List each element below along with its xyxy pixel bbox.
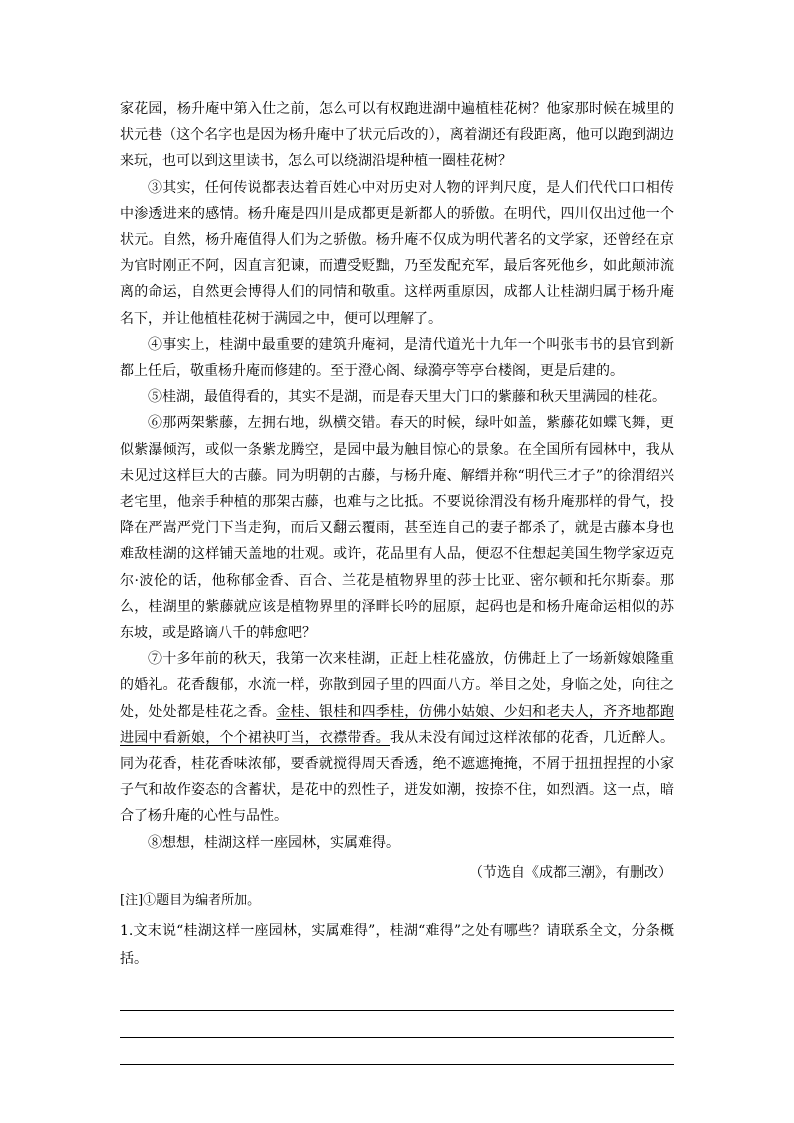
paragraph-4: ④事实上，桂湖中最重要的建筑升庵祠，是清代道光十九年一个叫张韦书的县官到新都上任后，敬重杨升庵而修建的。至于澄心阁、绿漪亭等亭台楼阁，更是后建的。 <box>120 336 674 380</box>
paragraph-5: ⑤桂湖，最值得看的，其实不是湖，而是春天里大门口的紫藤和秋天里满园的桂花。 <box>148 389 666 406</box>
paragraph-7-text-after: 我从未没有闻过这样浓郁的花香，几近醉人。同为花香，桂花香味浓郁，要香就搅得周天香透，绝不遮遮掩掩，不屑于扭扭捏捏的小家子气和故作姿态的含蓄状，是花中的烈性子，迸发如潮，按捺不住，如烈酒。这一点，暗合了杨升庵的心性与品性。 <box>120 729 674 825</box>
paragraph-3: ③其实，任何传说都表达着百姓心中对历史对人物的评判尺度，是人们代代口口相传中渗透进来的感情。杨升庵是四川是成都更是新都人的骄傲。在明代，四川仅出过他一个状元。自然，杨升庵值得人们为之骄傲。杨升庵不仅成为明代著名的文学家，还曾经在京为官时刚正不阿，因直言犯谏，而遭受贬黜，乃至发配充军，最后客死他乡，如此颠沛流离的命运，自然更会博得人们的同情和敬重。这样两重原因，成都人让桂湖归属于杨升庵名下，并让他植桂花树于满园之中，便可以理解了。 <box>120 179 674 327</box>
paragraph-8: ⑧想想，桂湖这样一座园林，实属难得。 <box>148 834 400 851</box>
paragraph-continued: 家花园，杨升庵中第入仕之前，怎么可以有权跑进湖中遍植桂花树？他家那时候在城里的状元巷（这个名字也是因为杨升庵中了状元后改的），离着湖还有段距离，他可以跑到湖边来玩，也可以到这里读书，怎么可以绕湖沿堤种植一圈桂花树？ <box>120 101 674 170</box>
editor-note: [注]①题目为编者所加。 <box>120 893 261 909</box>
answer-line[interactable] <box>120 985 674 1011</box>
paragraph-7-underlined-sentence: 金桂、银桂和四季桂，仿佛小姑娘、少妇和老夫人，齐齐地都跑进园中看新娘，个个裙袂叮当，衣襟带香。 <box>120 703 675 746</box>
source-citation: （节选自《成都三潮》，有删改） <box>469 864 672 881</box>
document-page <box>120 96 674 1066</box>
question-1: 1.文末说“桂湖这样一座园林，实属难得”，桂湖“难得”之处有哪些？请联系全文，分条概括。 <box>120 923 674 968</box>
answer-area[interactable] <box>120 985 674 1065</box>
paragraph-7 <box>120 646 674 829</box>
answer-line[interactable] <box>120 1012 674 1038</box>
paragraph-6: ⑥那两架紫藤，左拥右地，纵横交错。春天的时候，绿叶如盖，紫藤花如蝶飞舞，更似紫瀑倾泻，或似一条紫龙腾空，是园中最为触目惊心的景象。在全国所有园林中，我从未见过这样巨大的古藤。同为明朝的古藤，与杨升庵、解缙并称“明代三才子”的徐渭绍兴老宅里，他亲手种植的那架古藤，也难与之比抵。不要说徐渭没有杨升庵那样的骨气，投降在严嵩严党门下当走狗，而后又翻云覆雨，甚至连自己的妻子都杀了，就是古藤本身也难敌桂湖的这样铺天盖地的壮观。或许，花品里有人品，便忍不住想起美国生物学家迈克尔·波伦的话，他称郁金香、百合、兰花是植物界里的莎士比亚、密尔顿和托尔斯泰。那么，桂湖里的紫藤就应该是植物界里的泽畔长吟的屈原，起码也是和杨升庵命运相似的苏东坡，或是路谪八千的韩愈吧？ <box>120 415 674 642</box>
answer-line[interactable] <box>120 1039 674 1065</box>
paragraph-7-text-before: ⑦十多年前的秋天，我第一次来桂湖，正赶上桂花盛放，仿佛赶上了一场新嫁娘隆重的婚礼。花香馥郁，水流一样，弥散到园子里的四面八方。举目之处，身临之处，向往之处，处处都是桂花之香。 <box>120 651 674 720</box>
